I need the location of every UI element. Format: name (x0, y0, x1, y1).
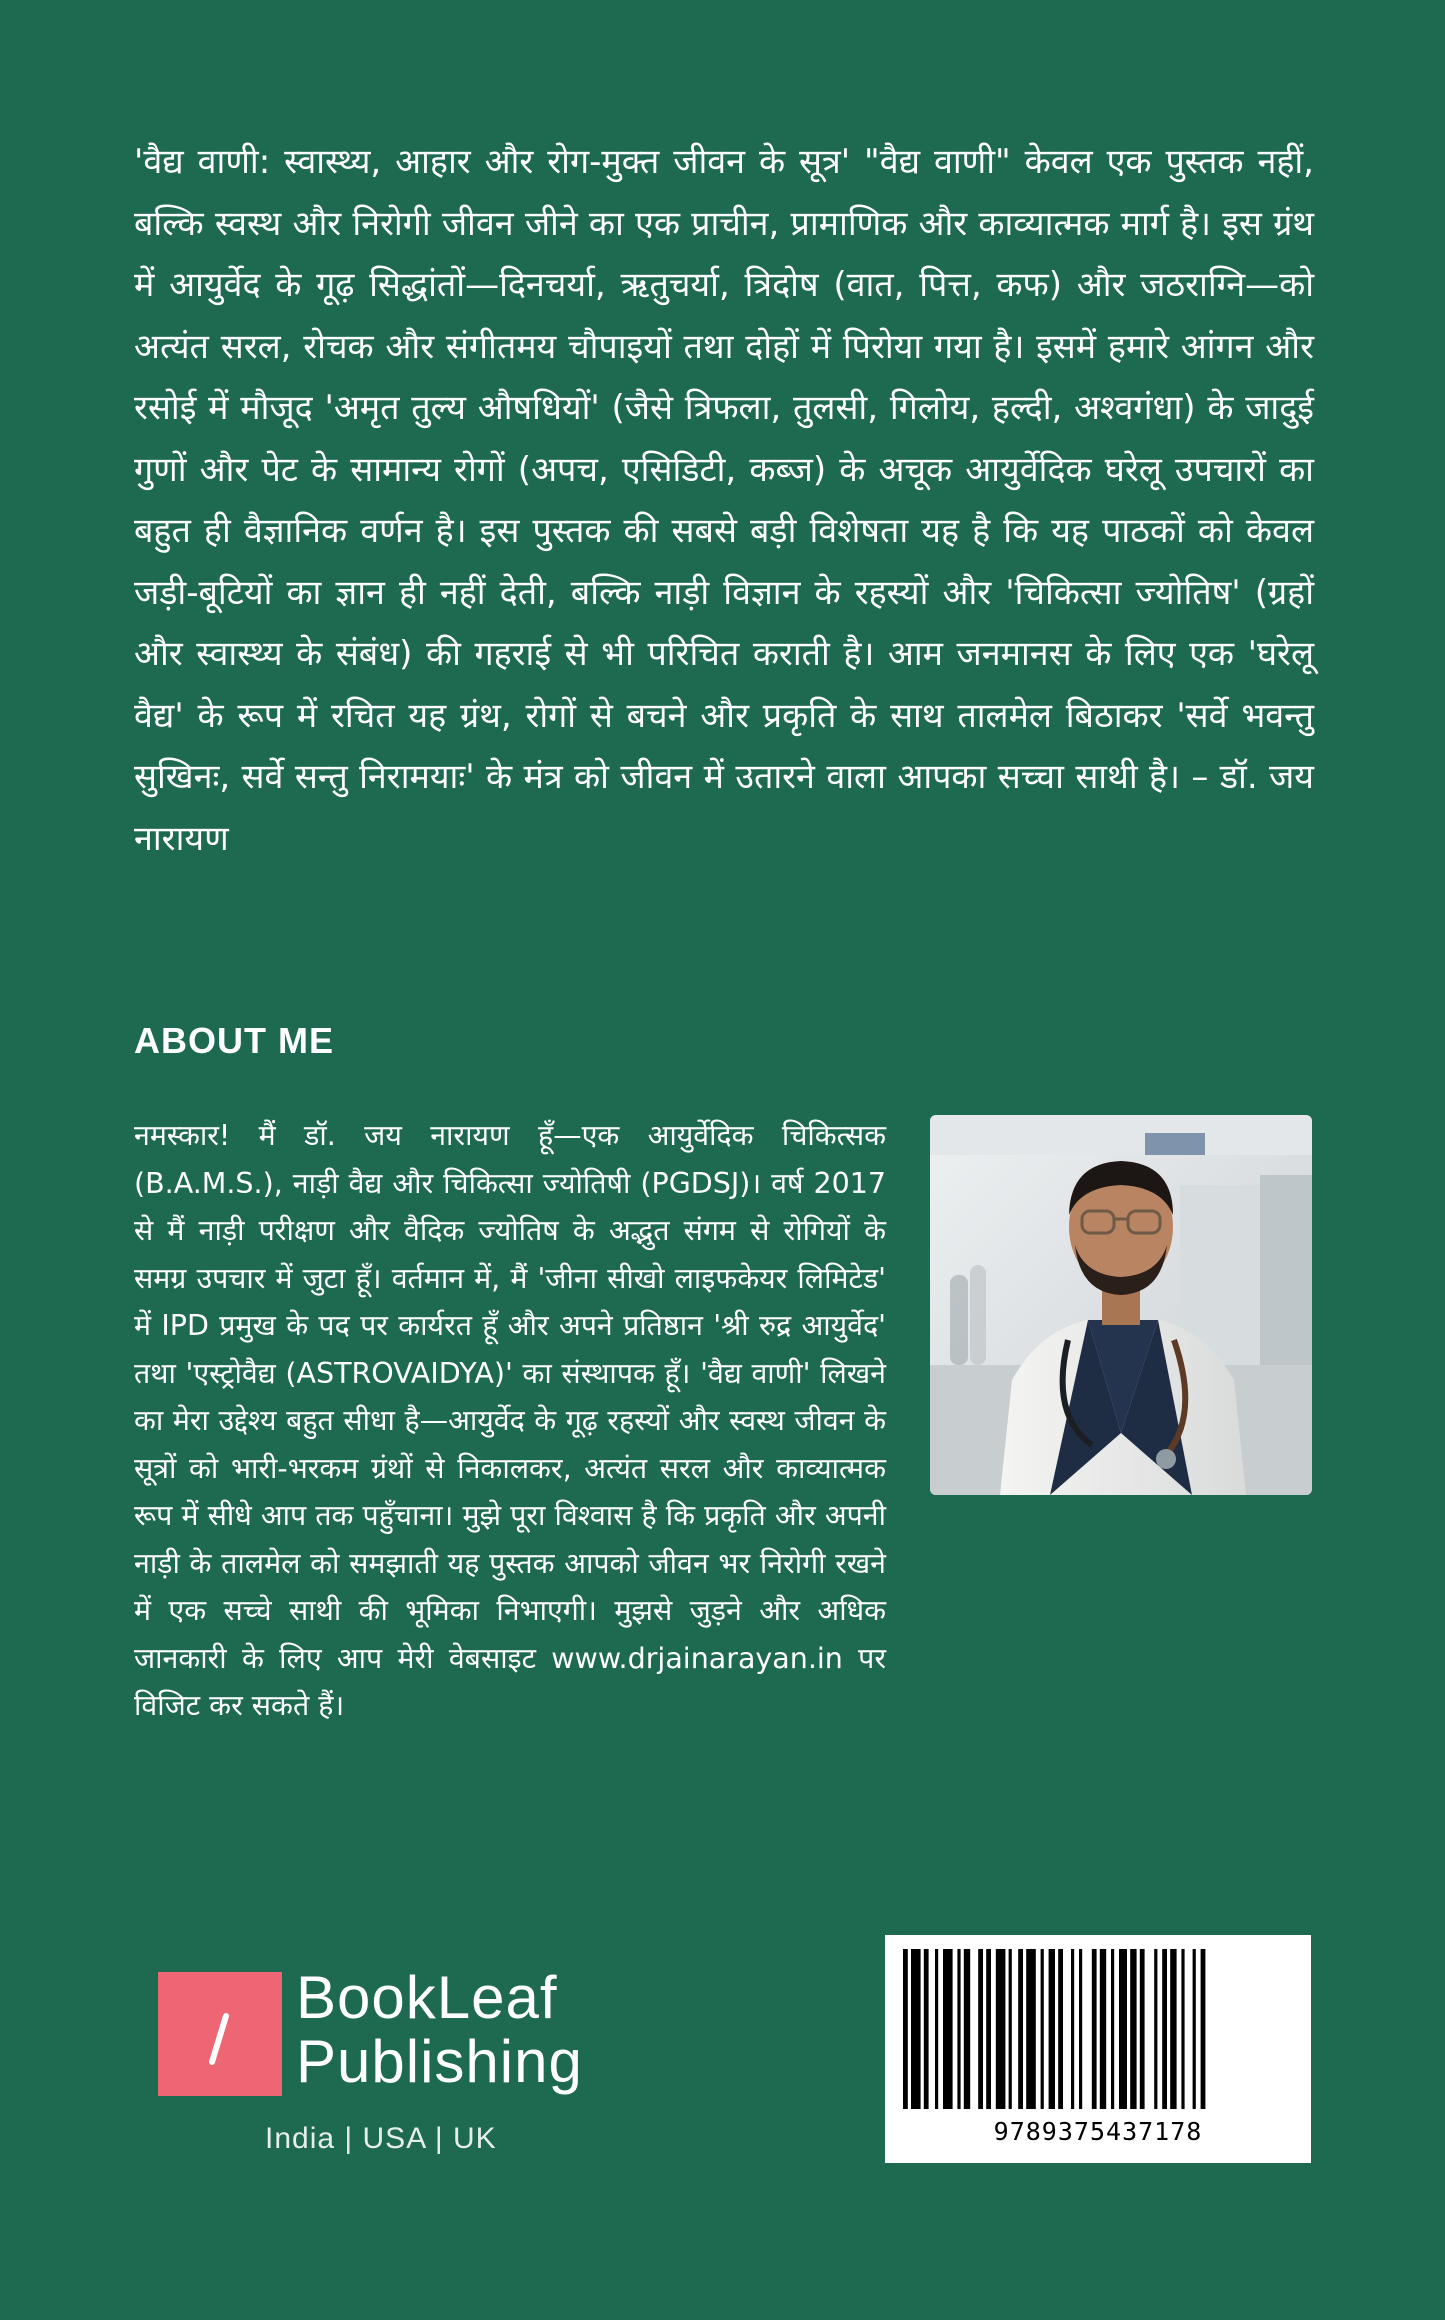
about-me-heading: ABOUT ME (134, 1020, 334, 1061)
barcode-bar (935, 1949, 938, 2109)
barcode-bar (1181, 1949, 1184, 2109)
barcode-bar (1170, 1949, 1176, 2109)
barcode-bar (1193, 1949, 1196, 2109)
barcode-bar (924, 1949, 929, 2109)
barcode-bar (1162, 1949, 1167, 2109)
barcode-bar (996, 1949, 1006, 2109)
barcode-bar (911, 1949, 921, 2109)
publisher-logo (158, 1964, 618, 2132)
barcode-bar (1111, 1949, 1114, 2109)
slash-logo-icon (158, 1972, 282, 2096)
barcode-bar (1058, 1949, 1063, 2109)
about-author-text: नमस्कार! मैं डॉ. जय नारायण हूँ—एक आयुर्वेदिक चिकित्सक (B.A.M.S.), नाड़ी वैद्य और चिकित्सा ज्योतिषी (PGDSJ)। वर्ष 2017 से मैं नाड़ी परीक्षण और वैदिक ज्योतिष के अद्भुत संगम से रोगियों के समग्र उपचार में जुटा हूँ। वर्तमान में, मैं 'जीना सीखो लाइफकेयर लिमिटेड' में IPD प्रमुख के पद पर कार्यरत हूँ और अपने प्रतिष्ठान 'श्री रुद्र आयुर्वेद' तथा 'एस्ट्रोवैद्य (ASTROVAIDYA)' का संस्थापक हूँ। 'वैद्य वाणी' लिखने का मेरा उद्देश्य बहुत सीधा है—आयुर्वेद के गूढ़ रहस्यों और स्वस्थ जीवन के सूत्रों को भारी-भरकम ग्रंथों से निकालकर, अत्यंत सरल और काव्यात्मक रूप में सीधे आप तक पहुँचाना। मुझे पूरा विश्वास है कि प्रकृति और अपनी नाड़ी के तालमेल को समझाती यह पुस्तक आपको जीवन भर निरोगी रखने में एक सच्चे साथी की भूमिका निभाएगी। मुझसे जुड़ने और अधिक जानकारी के लिए आप मेरी वेबसाइट www.drjainarayan.in पर विजिट कर सकते हैं। (134, 1119, 886, 1722)
barcode-bar (986, 1949, 991, 2109)
barcode-bar (1154, 1949, 1157, 2109)
barcode-bar (1041, 1949, 1044, 2109)
barcode-bar (903, 1949, 908, 2109)
publisher-name-line-2: Publishing (296, 2028, 583, 2095)
barcode-bar (1092, 1949, 1097, 2109)
barcode-bar (964, 1949, 970, 2109)
barcode-bar (1201, 1949, 1206, 2109)
isbn-barcode (885, 1935, 1311, 2163)
barcode-bar (1018, 1949, 1023, 2109)
publisher-regions: India | USA | UK (265, 2122, 497, 2155)
author-photo (930, 1115, 1312, 1495)
barcode-bar (1049, 1949, 1055, 2109)
barcode-bar (1140, 1949, 1145, 2109)
barcode-bar (1079, 1949, 1082, 2109)
barcode-bar (943, 1949, 953, 2109)
publisher-name (296, 1966, 583, 2094)
barcode-bar (1119, 1949, 1127, 2109)
barcode-bar (1071, 1949, 1074, 2109)
barcode-bar (978, 1949, 983, 2109)
barcode-bar (1130, 1949, 1136, 2109)
barcode-bar (957, 1949, 960, 2109)
barcode-bar (1009, 1949, 1012, 2109)
book-blurb: 'वैद्य वाणी: स्वास्थ्य, आहार और रोग-मुक्त जीवन के सूत्र' "वैद्य वाणी" केवल एक पुस्तक नहीं, बल्कि स्वस्थ और निरोगी जीवन जीने का एक प्राचीन, प्रामाणिक और काव्यात्मक मार्ग है। इस ग्रंथ में आयुर्वेद के गूढ़ सिद्धांतों—दिनचर्या, ऋतुचर्या, त्रिदोष (वात, पित्त, कफ) और जठराग्नि—को अत्यंत सरल, रोचक और संगीतमय चौपाइयों तथा दोहों में पिरोया गया है। इसमें हमारे आंगन और रसोई में मौजूद 'अमृत तुल्य औषधियों' (जैसे त्रिफला, तुलसी, गिलोय, हल्दी, अश्वगंधा) के जादुई गुणों और पेट के सामान्य रोगों (अपच, एसिडिटी, कब्ज) के अचूक आयुर्वेदिक घरेलू उपचारों का बहुत ही वैज्ञानिक वर्णन है। इस पुस्तक की सबसे बड़ी विशेषता यह है कि यह पाठकों को केवल जड़ी-बूटियों का ज्ञान ही नहीं देती, बल्कि नाड़ी विज्ञान के रहस्यों और 'चिकित्सा ज्योतिष' (ग्रहों और स्वास्थ्य के संबंध) की गहराई से भी परिचित कराती है। आम जनमानस के लिए एक 'घरेलू वैद्य' के रूप में रचित यह ग्रंथ, रोगों से बचने और प्रकृति के साथ तालमेल बिठाकर 'सर्वे भवन्तु सुखिनः, सर्वे सन्तु निरामयाः' के मंत्र को जीवन में उतारने वाला आपका सच्चा साथी है। – डॉ. जय नारायण (134, 142, 1314, 859)
barcode-bars (899, 1949, 1297, 2109)
barcode-bar (1026, 1949, 1036, 2109)
barcode-bar (1100, 1949, 1106, 2109)
publisher-name-line-1: BookLeaf (296, 1964, 558, 2031)
isbn-number: 9789375437178 (993, 2117, 1203, 2146)
